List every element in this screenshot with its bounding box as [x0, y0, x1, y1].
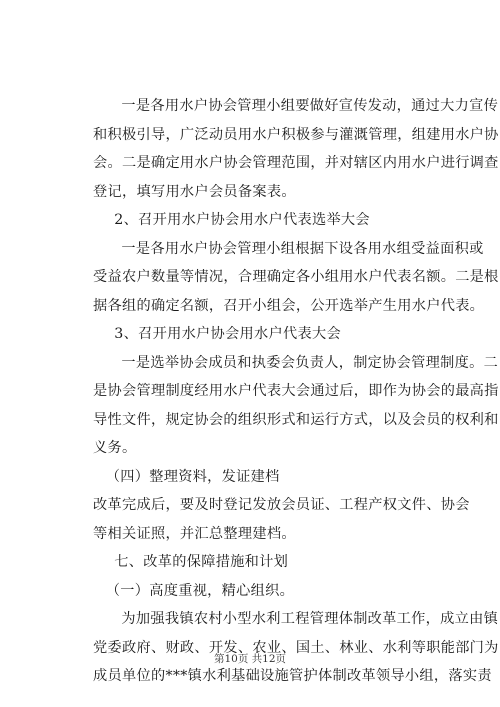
- text-line: 是协会管理制度经用水户代表大会通过后，即作为协会的最高指: [93, 383, 499, 399]
- text-line: 一是选举协会成员和执委会负责人，制定协会管理制度。二: [121, 354, 499, 371]
- text-line: 导性文件，规定协会的组织形式和运行方式，以及会员的权利和: [93, 411, 499, 428]
- text-line: 成员单位的***镇水利基础设施管护体制改革领导小组，落实责: [93, 668, 492, 684]
- text-line: 为加强我镇农村小型水利工程管理体制改革工作，成立由镇: [121, 611, 499, 627]
- page-footer: 第10页 共12页: [213, 653, 287, 665]
- text-line: 会。二是确定用水户协会管理范围，并对辖区内用水户进行调查: [93, 155, 499, 171]
- heading-text: 3、召开用水户协会用水户代表大会: [114, 326, 341, 342]
- section-heading-4: [93, 463, 411, 492]
- section-heading-2: [93, 206, 411, 235]
- text-line: 受益农户数量等情况，合理确定各小组用水户代表名额。二是根: [93, 269, 499, 285]
- text-line: 和积极引导，广泛动员用水户积极参与灌溉管理，组建用水户协: [93, 126, 499, 143]
- heading-text: 2、召开用水户协会用水户代表选举大会: [114, 212, 370, 228]
- paragraph-3: [93, 349, 499, 463]
- paragraph-4: [93, 491, 470, 548]
- document-body: [93, 92, 499, 691]
- text-line: 义务。: [93, 440, 137, 456]
- paragraph-5: [93, 605, 499, 691]
- text-line: 党委政府、财政、开发、农业、国土、林业、水利等职能部门为: [93, 639, 499, 656]
- text-line: 等相关证照，并汇总整理建档。: [93, 525, 296, 542]
- text-line: 一是各用水户协会管理小组根据下设各用水组受益面积或: [121, 240, 484, 257]
- paragraph-2: [93, 235, 499, 321]
- paragraph-1: [93, 92, 499, 206]
- text-line: 据各组的确定名额，召开小组会，公开选举产生用水户代表。: [93, 297, 485, 314]
- heading-text: 七、改革的保障措施和计划: [114, 554, 289, 570]
- text-line: 改革完成后，要及时登记发放会员证、工程产权文件、协会: [93, 497, 470, 513]
- section-heading-7: [93, 548, 411, 577]
- heading-text: （一）高度重视，精心组织。: [105, 582, 295, 599]
- heading-text: （四）整理资料，发证建档: [105, 468, 280, 485]
- section-heading-3: [93, 320, 411, 349]
- subsection-heading-7-1: [93, 577, 411, 606]
- text-line: 一是各用水户协会管理小组要做好宣传发动，通过大力宣传: [121, 98, 499, 114]
- text-line: 登记，填写用水户会员备案表。: [93, 183, 296, 200]
